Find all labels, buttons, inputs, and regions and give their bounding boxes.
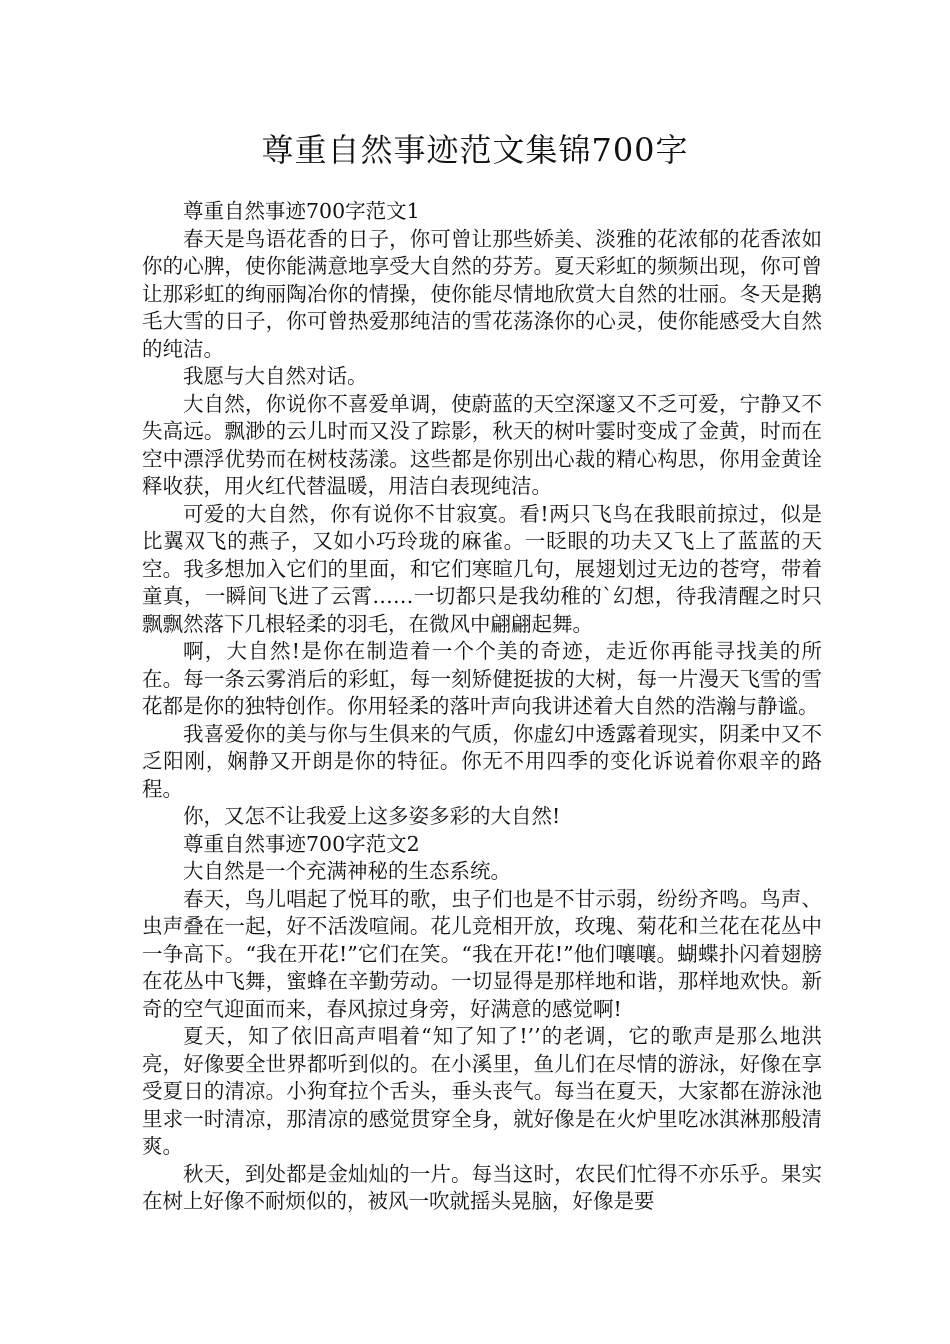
- paragraph-13: 秋天，到处都是金灿灿的一片。每当这时，农民们忙得不亦乐乎。果实在树上好像不耐烦似的，被风一吹就摇头晃脑，好像是要: [142, 1161, 822, 1213]
- paragraph-9: 尊重自然事迹700字范文2: [183, 831, 420, 856]
- paragraph-8: 你，又怎不让我爱上这多姿多彩的大自然!: [183, 804, 561, 828]
- paragraph-1: 尊重自然事迹700字范文1: [183, 199, 420, 223]
- document-title: 尊重自然事迹范文集锦700字: [261, 131, 689, 169]
- paragraph-5: 可爱的大自然，你有说你不甘寂寞。看!两只飞鸟在我眼前掠过，似是比翼双飞的燕子，又如小巧玲珑的麻雀。一眨眼的功夫又飞上了蓝蓝的天空。我多想加入它们的里面，和它们寒暄几句，展翅划过无边的苍穹，带着童真，一瞬间飞进了云霄……一切都只是我幼稚的`幻想，待我清醒之时只飘飘然落下几根轻柔的羽毛，在微风中翩翩起舞。: [142, 501, 822, 636]
- paragraph-10: 大自然是一个充满神秘的生态系统。: [183, 859, 511, 883]
- document-body: [142, 198, 822, 1216]
- paragraph-4: 大自然，你说你不喜爱单调，使蔚蓝的天空深邃又不乏可爱，宁静又不失高远。飘渺的云儿时而又没了踪影，秋天的树叶霎时变成了金黄，时而在空中漂浮优势而在树枝荡漾。这些都是你别出心裁的精心构思，你用金黄诠释收获，用火红代替温暖，用洁白表现纯洁。: [142, 391, 822, 498]
- paragraph-7: 我喜爱你的美与你与生俱来的气质，你虚幻中透露着现实，阴柔中又不乏阳刚，娴静又开朗是你的特征。你无不用四季的变化诉说着你艰辛的路程。: [142, 721, 822, 801]
- paragraph-6: 啊，大自然!是你在制造着一个个美的奇迹，走近你再能寻找美的所在。每一条云雾消后的彩虹，每一刻矫健挺拔的大树，每一片漫天飞雪的雪花都是你的独特创作。你用轻柔的落叶声向我讲述着大自然的浩瀚与静谧。: [142, 639, 822, 718]
- paragraph-11: 春天，鸟儿唱起了悦耳的歌，虫子们也是不甘示弱，纷纷齐鸣。鸟声、虫声叠在一起，好不活泼喧闹。花儿竞相开放，玫瑰、菊花和兰花在花丛中一争高下。“我在开花!”它们在笑。“我在开花!”他们嚷嚷。蝴蝶扑闪着翅膀在花丛中飞舞，蜜蜂在辛勤劳动。一切显得是那样地和谐，那样地欢快。新奇的空气迎面而来，春风掠过身旁，好满意的感觉啊!: [142, 886, 822, 1021]
- paragraph-2: 春天是鸟语花香的日子，你可曾让那些娇美、淡雅的花浓郁的花香浓如你的心脾，使你能满意地享受大自然的芬芳。夏天彩虹的频频出现，你可曾让那彩虹的绚丽陶冶你的情操，使你能尽情地欣赏大自然的壮丽。冬天是鹅毛大雪的日子，你可曾热爱那纯洁的雪花荡涤你的心灵，使你能感受大自然的纯洁。: [142, 226, 822, 361]
- paragraph-3: 我愿与大自然对话。: [183, 364, 368, 388]
- paragraph-12: 夏天，知了依旧高声唱着“知了知了!’’的老调，它的歌声是那么地洪亮，好像要全世界都听到似的。在小溪里，鱼儿们在尽情的游泳，好像在享受夏日的清凉。小狗耷拉个舌头，垂头丧气。每当在夏天，大家都在游泳池里求一时清凉，那清凉的感觉贯穿全身，就好像是在火炉里吃冰淇淋那般清爽。: [142, 1024, 822, 1158]
